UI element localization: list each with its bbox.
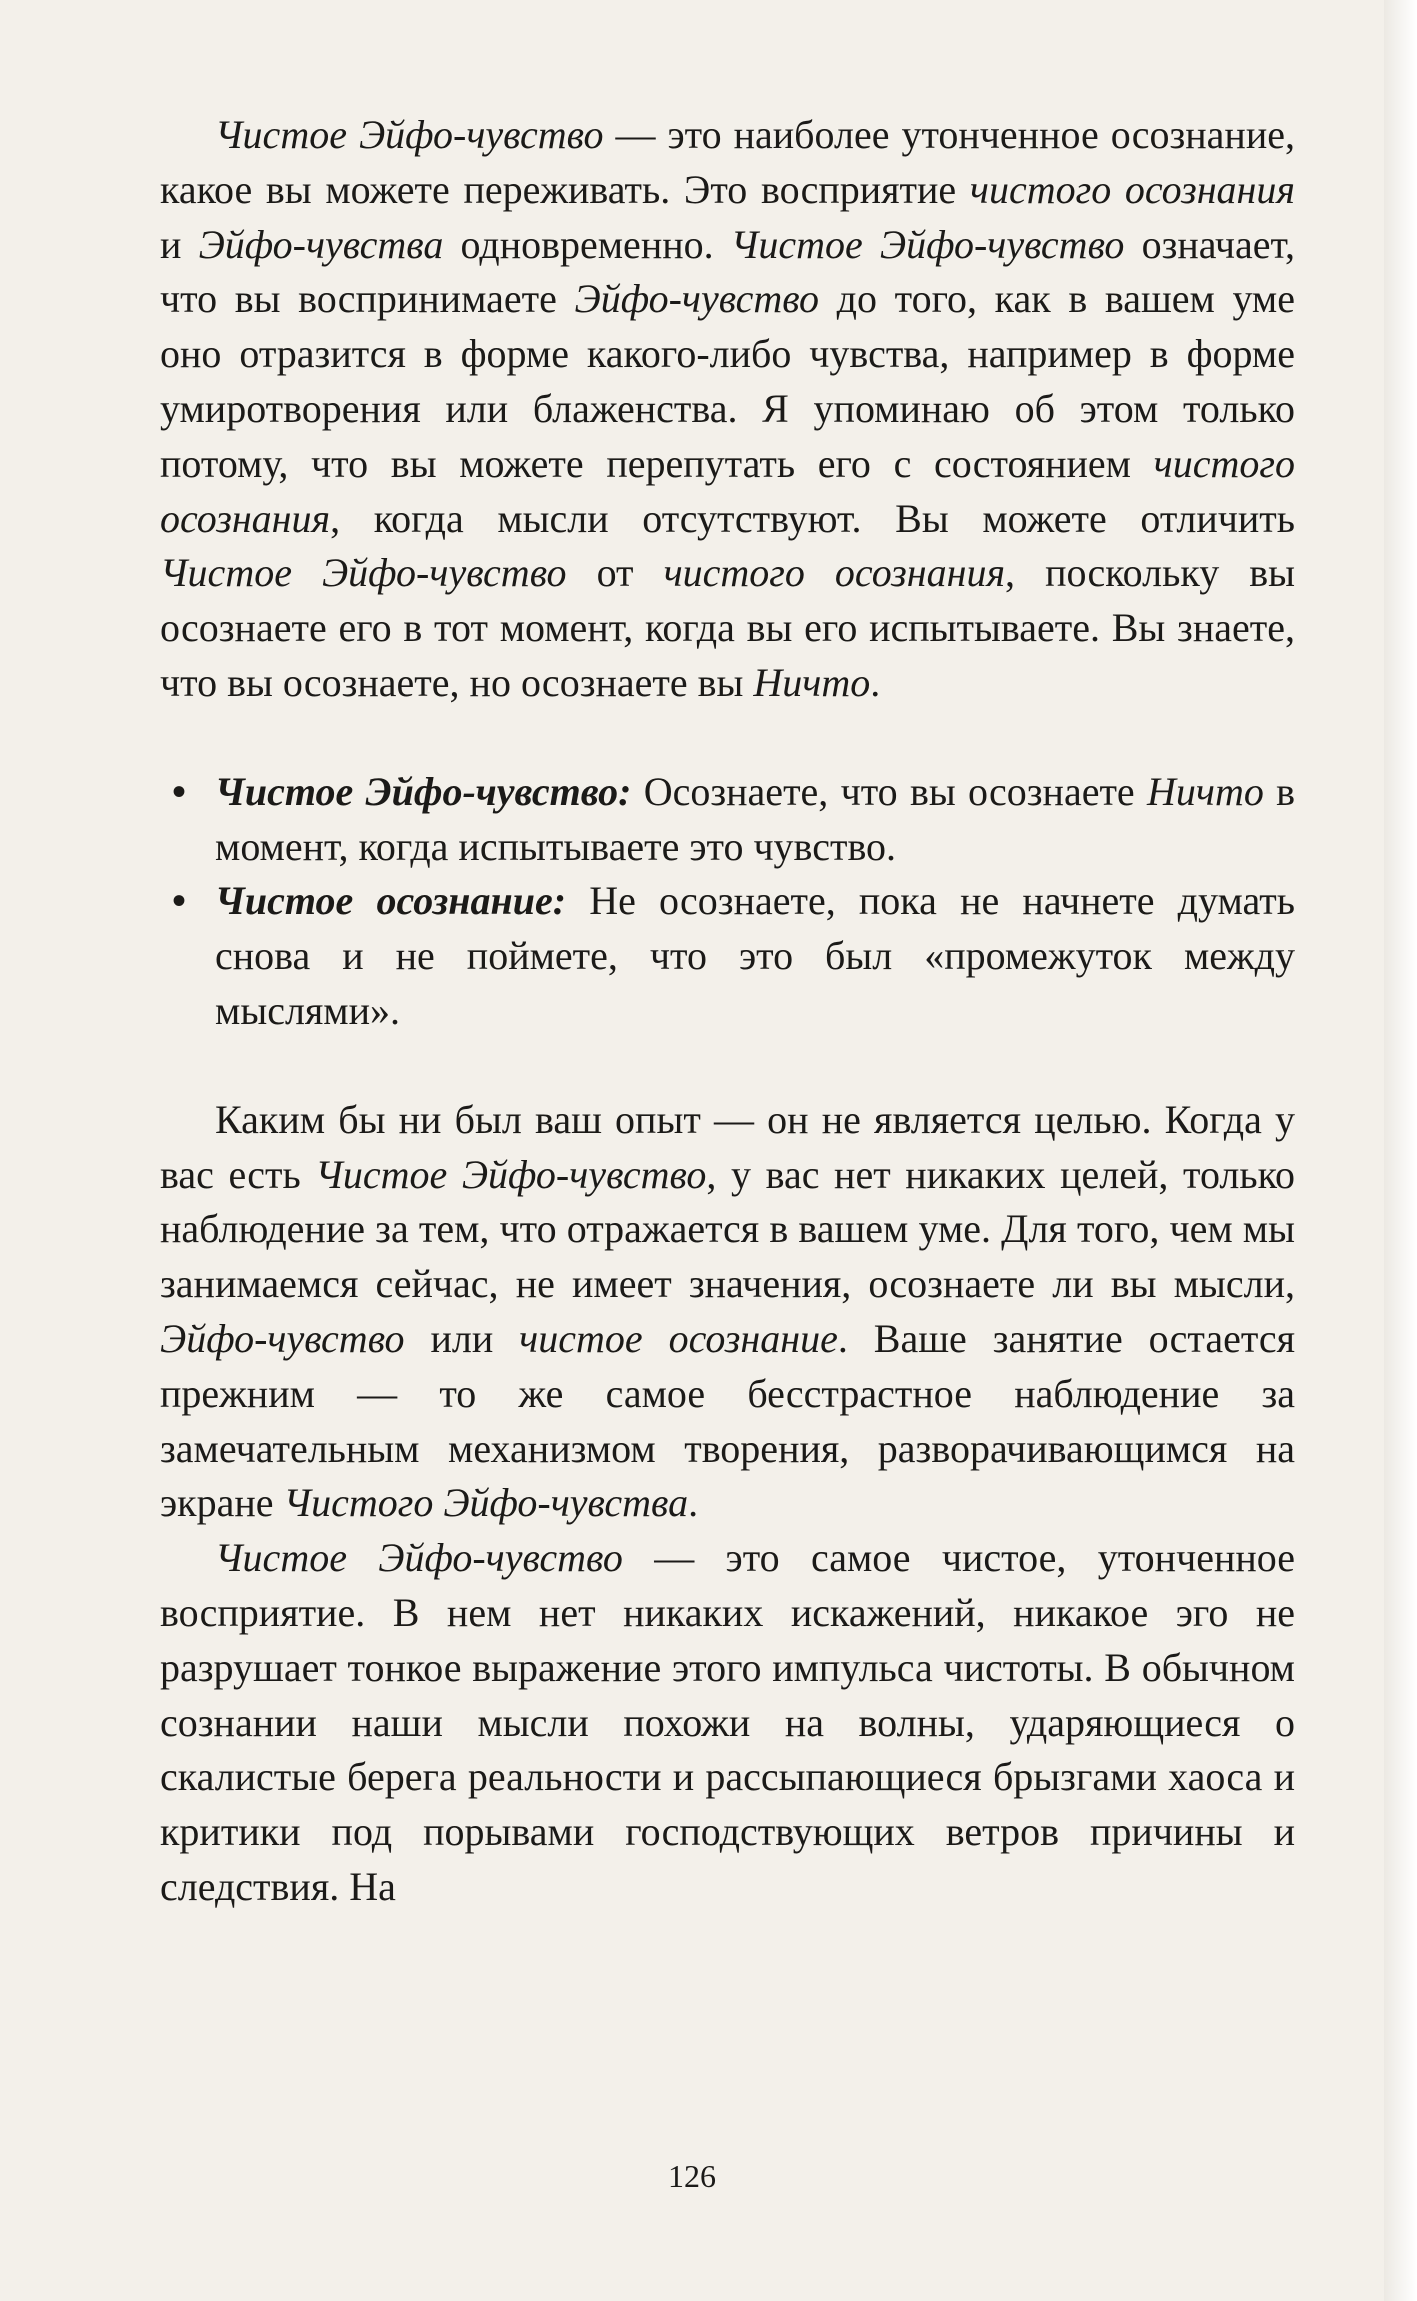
text-run: , когда мысли отсутствуют. Вы можете отличить bbox=[330, 495, 1295, 541]
text-run: в момент, когда испытываете это чувство. bbox=[215, 768, 1296, 869]
bullet-item-pure-eufeeling bbox=[160, 765, 1295, 875]
italic-run: Чистое Эйфо-чувство bbox=[315, 1151, 707, 1197]
italic-run: чистого осознания bbox=[160, 440, 1295, 541]
bullet-label: Чистое осознание: bbox=[215, 878, 567, 924]
text-run: Каким бы ни был ваш опыт — он не является целью. Когда у вас есть bbox=[160, 1096, 1295, 1197]
italic-run: Чистое Эйфо-чувство bbox=[215, 112, 604, 157]
text-run: означает, что вы воспринимаете bbox=[160, 221, 1296, 322]
italic-run: Эйфо-чувство bbox=[160, 1315, 405, 1361]
text-run: — это самое чистое, утонченное восприятие. В нем нет никаких искажений, никакое эго не разрушает тонкое выражение этого импульса чистоты. В обычном сознании наши мысли похожи на волны, ударяющиеся о скалистые берега реальности и рассыпающиеся брызгами хаоса и критики под порывами господствующих ветров причины и следствия. На bbox=[160, 1535, 1296, 1909]
bullet-list bbox=[160, 765, 1295, 1039]
italic-run: Эйфо-чувство bbox=[574, 276, 820, 322]
text-run: и bbox=[160, 221, 199, 267]
italic-run: чистого осознания bbox=[663, 550, 1006, 596]
paragraph-3 bbox=[160, 1531, 1295, 1915]
italic-run: Ничто bbox=[1146, 768, 1264, 814]
italic-run: Чистое Эйфо-чувство bbox=[215, 1535, 623, 1581]
text-run: до того, как в вашем уме оно отразится в форме какого-либо чувства, например в форме умиротворения или блаженства. Я упоминаю об этом только потому, что вы можете перепутать его с состоянием bbox=[160, 276, 1295, 486]
text-run: — это наиболее утонченное осознание, какое вы можете переживать. Это восприятие bbox=[160, 112, 1296, 212]
italic-run: Чистого Эйфо-чувства bbox=[283, 1480, 689, 1526]
italic-run: чистого осознания bbox=[969, 166, 1295, 212]
bullet-label: Чистое Эйфо-чувство: bbox=[215, 768, 632, 814]
bullet-icon: • bbox=[172, 878, 187, 924]
text-run: или bbox=[404, 1315, 520, 1361]
text-run: . Ваше занятие остается прежним — то же самое бесстрастное наблюдение за замечательным механизмом творения, разворачивающимся на экране bbox=[160, 1315, 1295, 1526]
text-body bbox=[160, 108, 1295, 1915]
italic-run: Ничто bbox=[753, 659, 871, 705]
italic-run: чистое осознание bbox=[519, 1315, 838, 1361]
page-number: 126 bbox=[668, 2158, 716, 2194]
italic-run: Эйфо-чувства bbox=[198, 221, 444, 267]
text-run: Не осознаете, пока не начнете думать снова и не поймете, что это был «промежуток между мыслями». bbox=[215, 878, 1295, 1033]
text-run: , поскольку вы осознаете его в тот момент, когда вы его испытываете. Вы знаете, что вы осознаете, но осознаете вы bbox=[160, 550, 1295, 705]
paragraph-1 bbox=[160, 108, 1295, 711]
bullet-item-pure-awareness bbox=[160, 874, 1295, 1038]
text-run: Осознаете, что вы осознаете bbox=[631, 768, 1147, 814]
text-run: . bbox=[870, 659, 881, 705]
italic-run: Чистое Эйфо-чувство bbox=[730, 221, 1125, 267]
bullet-icon: • bbox=[172, 768, 187, 814]
text-run: одновременно. bbox=[443, 221, 731, 267]
text-run: от bbox=[566, 550, 664, 596]
text-run: , у вас нет никаких целей, только наблюдение за тем, что отражается в вашем уме. Для того, чем мы занимаемся сейчас, не имеет значения, осознаете ли вы мысли, bbox=[160, 1151, 1296, 1307]
paragraph-2 bbox=[160, 1093, 1295, 1531]
text-run: . bbox=[688, 1480, 699, 1526]
italic-run: Чистое Эйфо-чувство bbox=[160, 550, 567, 596]
page-edge bbox=[1384, 0, 1417, 2301]
